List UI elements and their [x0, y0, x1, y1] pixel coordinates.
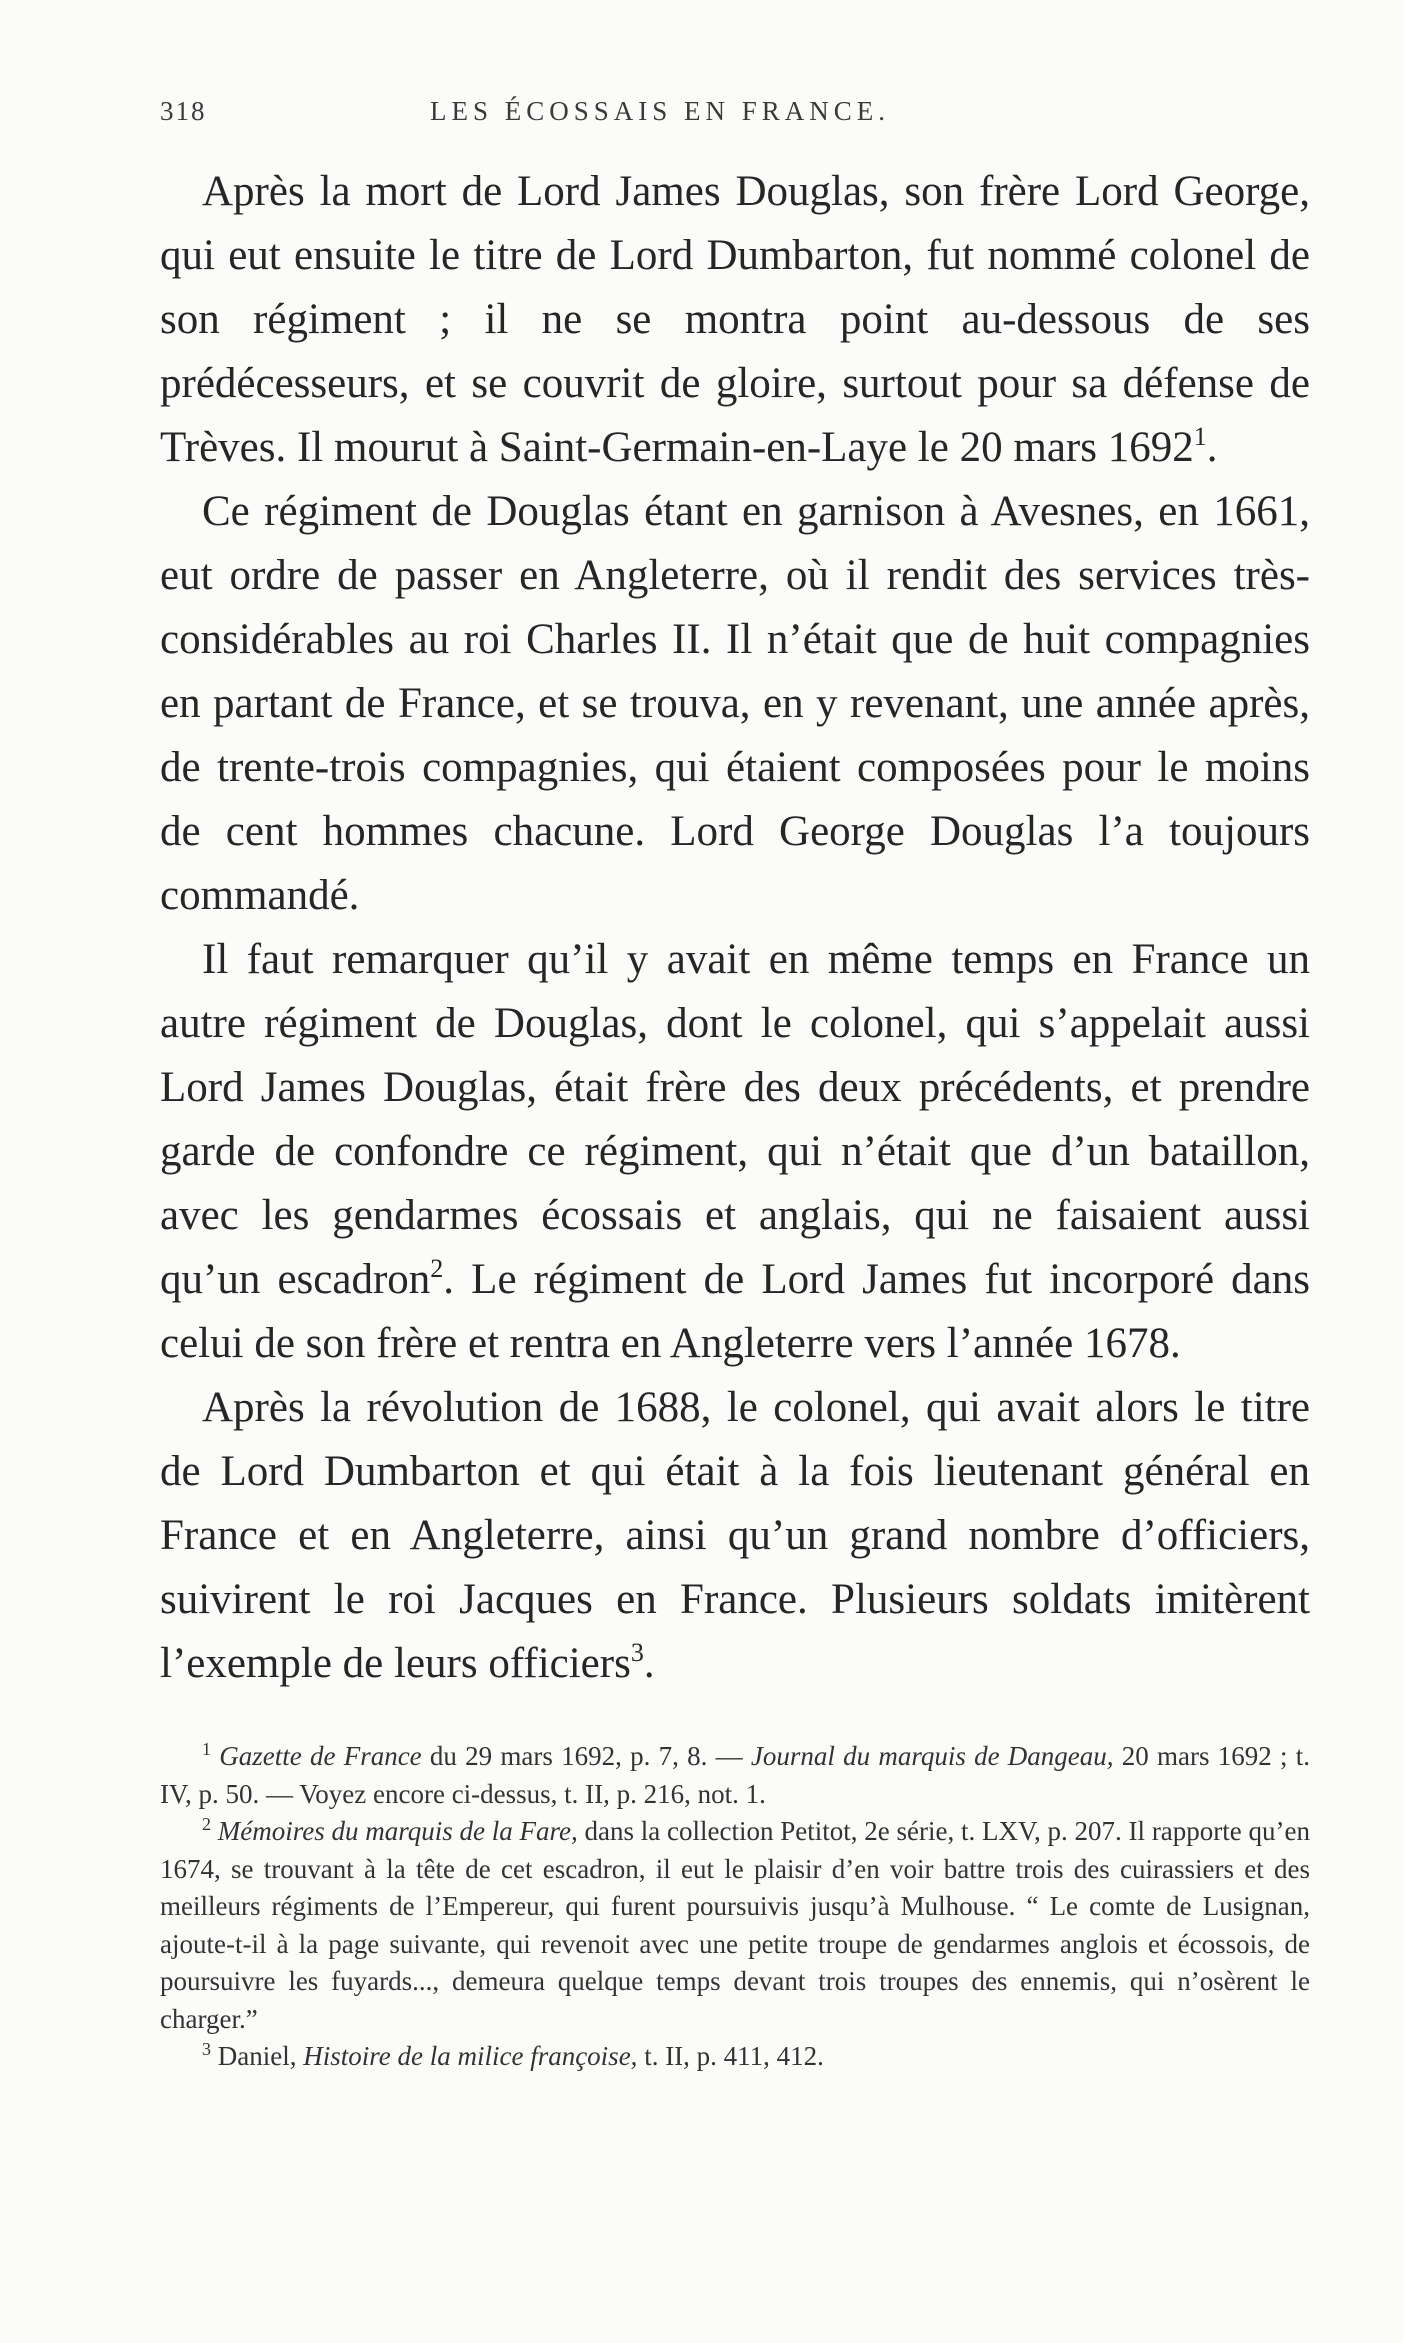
paragraph-text: . Le régiment de Lord James fut incorporé dans celui de son frère et rentra en Angleterre vers l’année 1678.	[160, 1256, 1310, 1367]
footnote-citation-title: Gazette de France	[219, 1741, 422, 1771]
footnote-reference: 3	[630, 1638, 644, 1667]
footnote-reference: 1	[1193, 422, 1207, 451]
running-head	[160, 96, 1310, 140]
footnote-citation-title: Mémoires du marquis de la Fare,	[217, 1816, 578, 1846]
body-text	[160, 160, 1310, 1696]
paragraph	[160, 1376, 1310, 1696]
footnote-text: dans la collection Petitot, 2e série, t. LXV, p. 207. Il rapporte qu’en 1674, se trouvant à la tête de cet escadron, il eut le plaisir d’en voir battre trois des cuirassiers et des meilleurs régiments de l’Empereur, qui furent poursuivis jusqu’à Mulhouse. “ Le comte de Lusignan, ajoute-t-il à la page suivante, qui revenoit avec une petite troupe de gendarmes anglois et écossois, de poursuivre les fuyards..., demeura quelque temps devant trois troupes des ennemis, qui n’osèrent le charger.”	[160, 1816, 1311, 2034]
paragraph-text: Après la mort de Lord James Douglas, son frère Lord George, qui eut ensuite le titre de Lord Dumbarton, fut nommé colonel de son régiment ; il ne se montra point au-dessous de ses prédécesseurs, et se couvrit de gloire, surtout pour sa défense de Trèves. Il mourut à Saint-Germain-en-Laye le 20 mars 1692	[160, 168, 1310, 471]
paragraph-text: Il faut remarquer qu’il y avait en même temps en France un autre régiment de Douglas, dont le colonel, qui s’appelait aussi Lord James Douglas, était frère des deux précédents, et prendre garde de confondre ce régiment, qui n’était que d’un bataillon, avec les gendarmes écossais et anglais, qui ne faisaient aussi qu’un escadron	[160, 936, 1310, 1303]
footnote-number: 1	[202, 1739, 211, 1759]
footnote	[160, 2038, 1310, 2076]
footnote-citation-title: Histoire de la milice françoise,	[303, 2041, 638, 2071]
footnote	[160, 1738, 1310, 1813]
paragraph-text: .	[1206, 424, 1218, 471]
book-page	[160, 96, 1310, 2076]
footnote-citation-title: Journal du marquis de Dangeau,	[750, 1741, 1114, 1771]
paragraph	[160, 928, 1310, 1376]
paragraph-text: .	[643, 1640, 655, 1687]
footnote-text: 20 mars 1692 ; t. IV, p. 50. — Voyez encore ci-dessus, t. II, p. 216, not. 1.	[160, 1741, 1310, 1809]
footnote-reference: 2	[430, 1254, 444, 1283]
footnote-text: t. II, p. 411, 412.	[637, 2041, 824, 2071]
page-number: 318	[160, 96, 207, 126]
paragraph	[160, 480, 1310, 928]
footnotes	[160, 1738, 1310, 2076]
running-title: LES ÉCOSSAIS EN FRANCE.	[429, 96, 891, 126]
footnote-text: du 29 mars 1692, p. 7, 8. —	[421, 1741, 751, 1771]
footnote-number: 2	[202, 1814, 211, 1834]
paragraph-text: Ce régiment de Douglas étant en garnison à Avesnes, en 1661, eut ordre de passer en Angleterre, où il rendit des services très-considérables au roi Charles II. Il n’était que de huit compagnies en partant de France, et se trouva, en y revenant, une année après, de trente-trois compagnies, qui étaient composées pour le moins de cent hommes chacune. Lord George Douglas l’a toujours commandé.	[160, 488, 1310, 919]
footnote-number: 3	[202, 2039, 211, 2059]
footnote	[160, 1813, 1310, 2038]
paragraph-text: Après la révolution de 1688, le colonel, qui avait alors le titre de Lord Dumbarton et qui était à la fois lieutenant général en France et en Angleterre, ainsi qu’un grand nombre d’officiers, suivirent le roi Jacques en France. Plusieurs soldats imitèrent l’exemple de leurs officiers	[160, 1384, 1310, 1687]
paragraph	[160, 160, 1310, 480]
footnote-text: Daniel,	[217, 2041, 304, 2071]
